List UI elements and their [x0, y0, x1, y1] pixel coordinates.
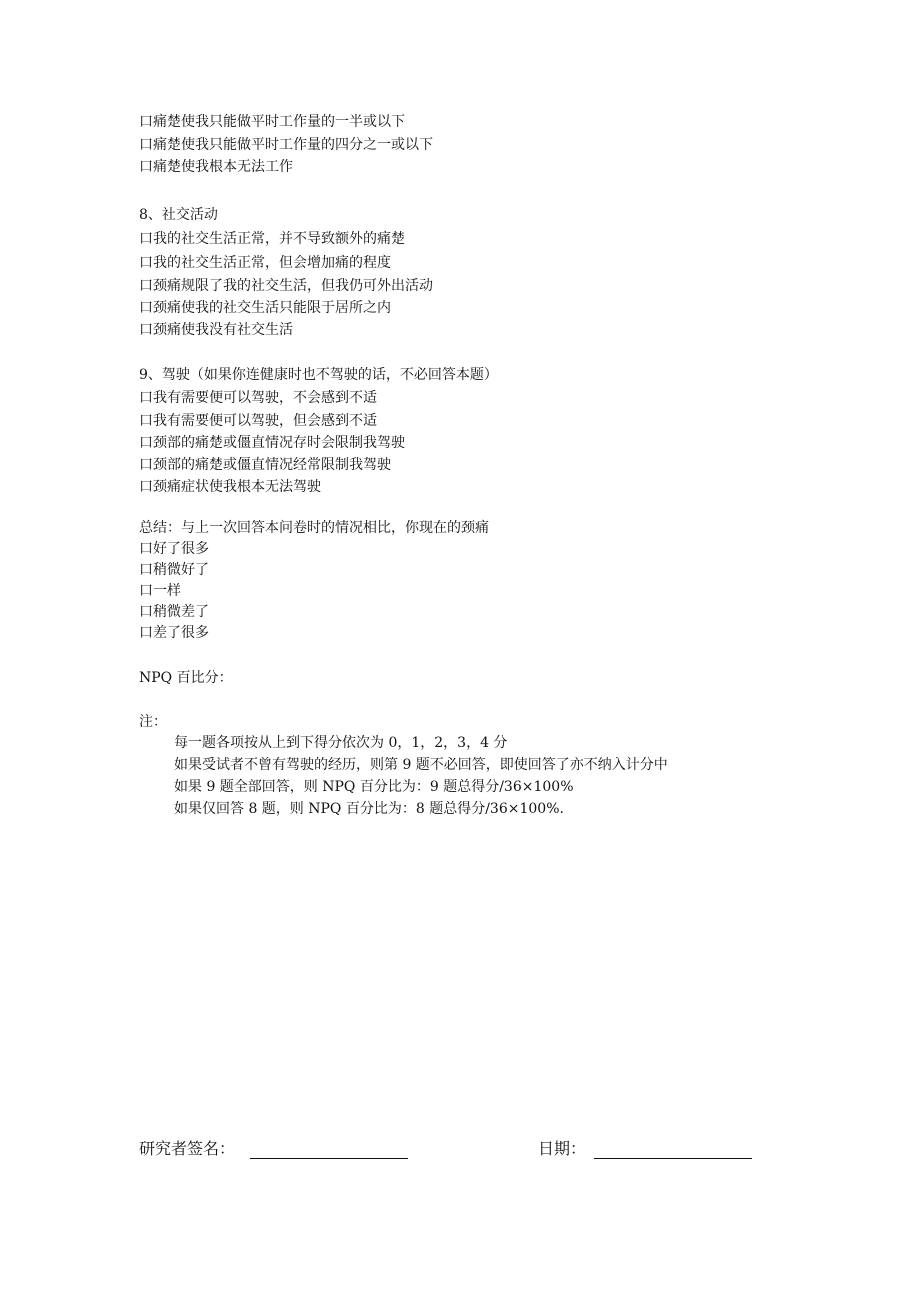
date-label: 日期： [538, 1139, 587, 1158]
summary-option-4[interactable]: 口稍微差了 [139, 604, 209, 620]
q7-option-5[interactable]: 口痛楚使我根本无法工作 [139, 159, 293, 175]
notes-heading: 注： [139, 714, 167, 730]
q8-option-2[interactable]: 口我的社交生活正常，但会增加痛的程度 [139, 255, 391, 271]
q8-option-3[interactable]: 口颈痛规限了我的社交生活，但我仍可外出活动 [139, 278, 433, 294]
note-line-4: 如果仅回答 8 题，则 NPQ 百分比为：8 题总得分/36×100%. [174, 801, 564, 817]
q9-option-1[interactable]: 口我有需要便可以驾驶，不会感到不适 [139, 390, 377, 406]
summary-option-5[interactable]: 口差了很多 [139, 625, 209, 641]
q7-option-3[interactable]: 口痛楚使我只能做平时工作量的一半或以下 [139, 114, 405, 130]
q8-option-1[interactable]: 口我的社交生活正常，并不导致额外的痛楚 [139, 231, 405, 247]
q8-option-4[interactable]: 口颈痛使我的社交生活只能限于居所之内 [139, 300, 391, 316]
summary-option-3[interactable]: 口一样 [139, 583, 181, 599]
note-line-1: 每一题各项按从上到下得分依次为 0，1，2，3，4 分 [174, 735, 508, 751]
q7-option-4[interactable]: 口痛楚使我只能做平时工作量的四分之一或以下 [139, 137, 433, 153]
q9-option-3[interactable]: 口颈部的痛楚或僵直情况存时会限制我驾驶 [139, 435, 405, 451]
q9-option-2[interactable]: 口我有需要便可以驾驶，但会感到不适 [139, 413, 377, 429]
q8-title: 8、社交活动 [139, 207, 218, 223]
npq-score-label: NPQ 百比分： [139, 670, 233, 686]
q9-title: 9、驾驶（如果你连健康时也不驾驶的话，不必回答本题） [139, 367, 498, 383]
summary-title: 总结：与上一次回答本问卷时的情况相比，你现在的颈痛 [139, 520, 489, 536]
q9-option-5[interactable]: 口颈痛症状使我根本无法驾驶 [139, 479, 321, 495]
q8-option-5[interactable]: 口颈痛使我没有社交生活 [139, 322, 293, 338]
note-line-2: 如果受试者不曾有驾驶的经历，则第 9 题不必回答，即使回答了亦不纳入计分中 [174, 757, 668, 773]
researcher-signature-label: 研究者签名： [139, 1139, 236, 1158]
q9-option-4[interactable]: 口颈部的痛楚或僵直情况经常限制我驾驶 [139, 457, 391, 473]
summary-option-1[interactable]: 口好了很多 [139, 541, 209, 557]
note-line-3: 如果 9 题全部回答，则 NPQ 百分比为：9 题总得分/36×100% [174, 779, 574, 795]
researcher-signature-line[interactable] [250, 1158, 408, 1159]
date-line[interactable] [594, 1158, 752, 1159]
summary-option-2[interactable]: 口稍微好了 [139, 562, 209, 578]
